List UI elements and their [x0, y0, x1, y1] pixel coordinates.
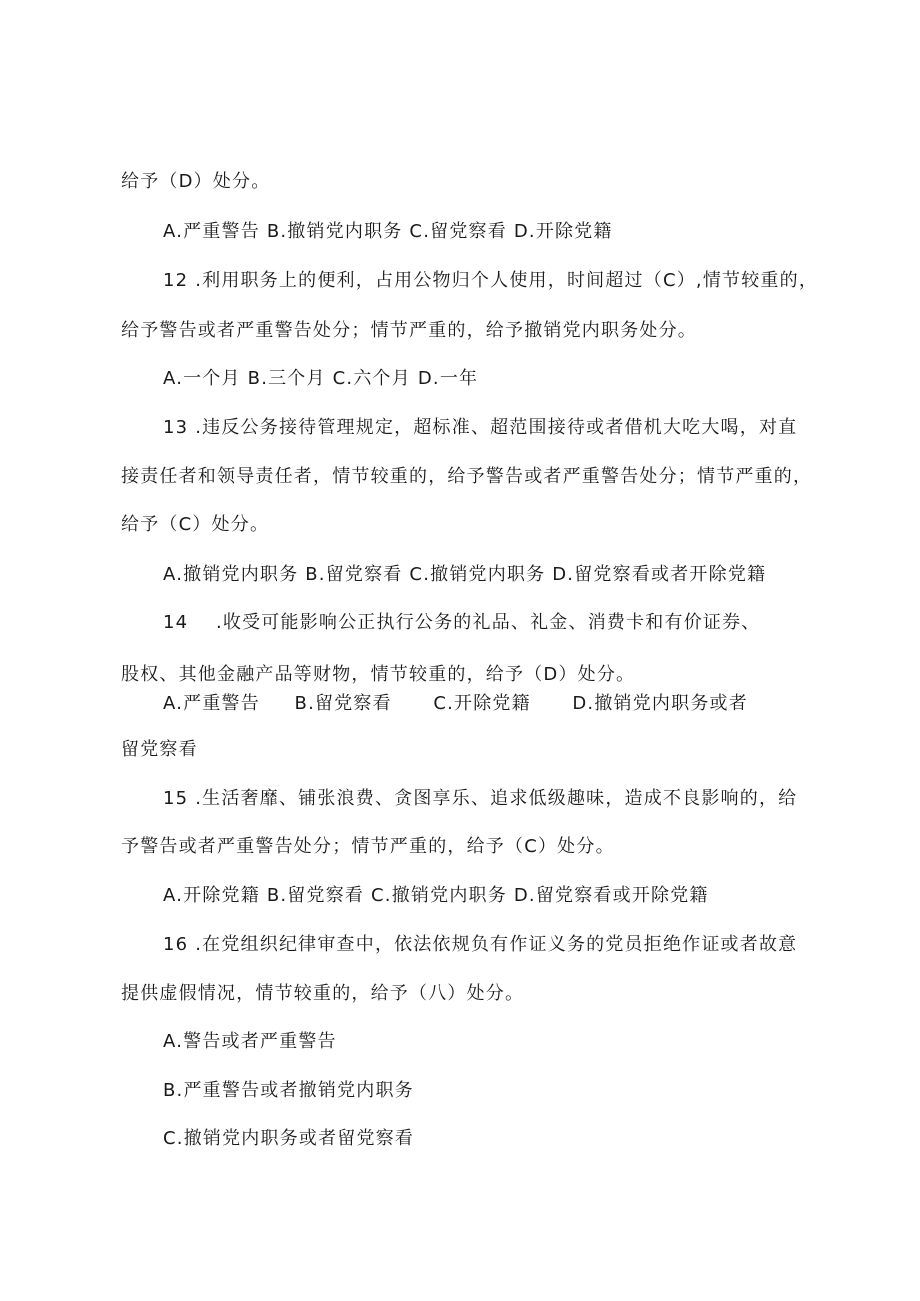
text-line: 予警告或者严重警告处分；情节严重的，给予（C）处分。: [121, 836, 615, 857]
text-line: A.严重警告 B.撤销党内职务 C.留党察看 D.开除党籍: [163, 221, 613, 242]
text-line: 给予警告或者严重警告处分；情节严重的，给予撤销党内职务处分。: [121, 320, 697, 341]
text-line: 14 .收受可能影响公正执行公务的礼品、礼金、消费卡和有价证券、: [163, 612, 761, 633]
text-line: 接责任者和领导责任者，情节较重的，给予警告或者严重警告处分；情节严重的，: [121, 466, 813, 487]
text-line: A.撤销党内职务 B.留党察看 C.撤销党内职务 D.留党察看或者开除党籍: [163, 564, 767, 585]
text-line: 给予（D）处分。: [121, 171, 271, 192]
text-line: A.严重警告 B.留党察看 C.开除党籍 D.撤销党内职务或者: [163, 693, 748, 714]
text-line: 提供虚假情况，情节较重的，给予（八）处分。: [121, 983, 525, 1004]
text-line: 16 .在党组织纪律审查中，依法依规负有作证义务的党员拒绝作证或者故意: [163, 934, 798, 955]
text-line: 留党察看: [121, 739, 198, 760]
text-line: A.一个月 B.三个月 C.六个月 D.一年: [163, 368, 479, 389]
text-line: C.撤销党内职务或者留党察看: [163, 1128, 415, 1149]
text-line: 15 .生活奢靡、铺张浪费、贪图享乐、追求低级趣味，造成不良影响的，给: [163, 788, 798, 809]
text-line: A.警告或者严重警告: [163, 1031, 337, 1052]
text-line: 股权、其他金融产品等财物，情节较重的，给予（D）处分。: [121, 664, 636, 685]
text-line: 13 .违反公务接待管理规定，超标准、超范围接待或者借机大吃大喝，对直: [163, 417, 798, 438]
text-line: A.开除党籍 B.留党察看 C.撤销党内职务 D.留党察看或开除党籍: [163, 885, 709, 906]
text-line: 给予（C）处分。: [121, 514, 270, 535]
text-line: 12 .利用职务上的便利，占用公物归个人使用，时间超过（C）,情节较重的，: [163, 270, 819, 291]
text-line: B.严重警告或者撤销党内职务: [163, 1080, 414, 1101]
